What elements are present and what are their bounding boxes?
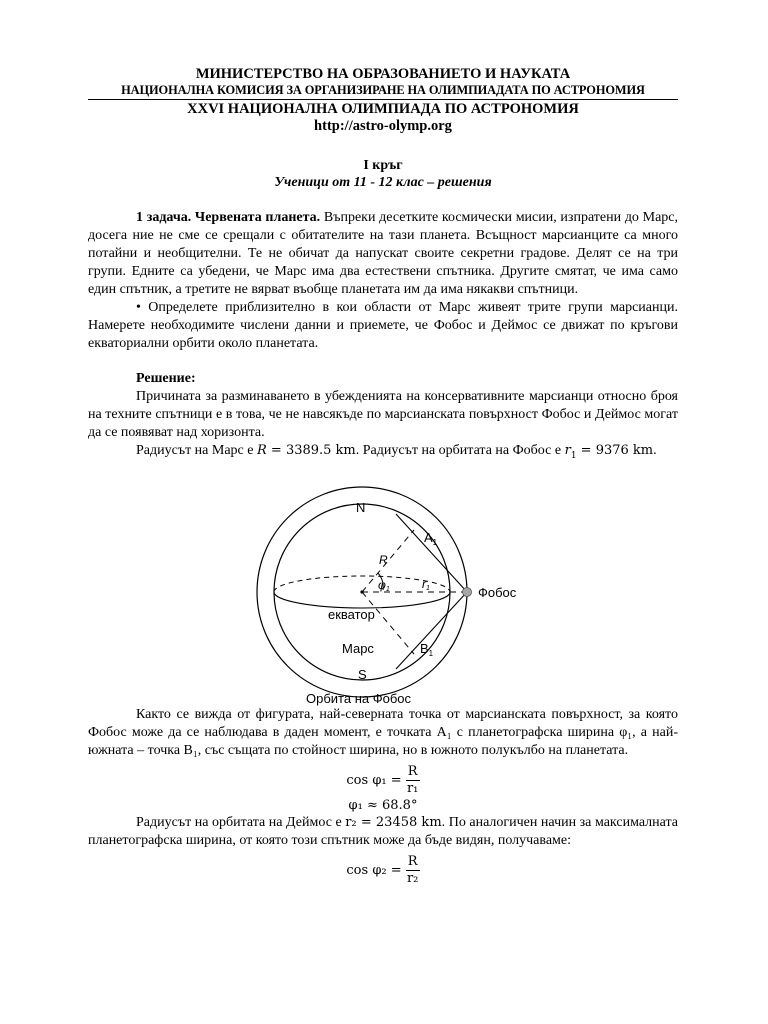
point-a-label (424, 530, 438, 547)
solution-heading (88, 370, 678, 388)
south-label: S (358, 667, 367, 682)
mars-label: Марс (342, 641, 374, 656)
point-a-subscript: 1 (432, 538, 438, 547)
phobos-dot (463, 588, 472, 597)
problem-text: Въпреки десетките космически мисии, изпратени до Марс, досега ние не сме се срещали с обитателите на тази планета. Всъщност марсианците са много потайни и необщителни. Те не обичат да напускат своите секретни градове. Делят се на три групи. Едните са убедени, че Марс има два естествени спътника. Другите смятат, че има само един спътник, а третите не вярват въобще планетата им да има някакви спътници. (88, 210, 679, 297)
point-b-subscript: 1 (428, 649, 434, 658)
olympiad-title: XXVI НАЦИОНАЛНА ОЛИМПИАДА ПО АСТРОНОМИЯ (187, 101, 579, 117)
orbit-caption: Орбита на Фобос (306, 691, 412, 706)
p2-end: . (653, 443, 657, 458)
deimos-radius: r₂ = 23458 km (345, 814, 442, 830)
problem-task (88, 299, 678, 353)
orbit-radius-label (422, 577, 430, 592)
problem-statement (88, 209, 678, 299)
mars-center-dot (360, 590, 363, 593)
equation-cos-phi1 (88, 764, 678, 797)
orbit-radius-subscript: 1 (426, 585, 430, 592)
solution-paragraph-3: Както се вижда от фигурата, най-северната точка от марсианската повърхност, за която Фобос може да се наблюдава в даден момент, е точката A₁ с планетографска ширина φ₁, а най-южната – точка B₁, със същата по стойност ширина, но в южното полукълбо на планетата. (88, 706, 678, 758)
phobos-radius-symbol: r (564, 443, 571, 458)
eq1-denominator: r₁ (406, 780, 419, 796)
eq3-fraction (406, 854, 420, 887)
phobos-radius-subscript: 1 (570, 450, 577, 461)
mars-radius-symbol: R (256, 443, 267, 458)
equator-front (274, 592, 450, 608)
mars-radius-value: = 3389.5 km (266, 443, 356, 458)
solution-paragraph-4 (88, 814, 678, 850)
phobos-radius-value: = 9376 km (576, 443, 654, 458)
north-label: N (356, 500, 366, 515)
round-title: I кръг (363, 158, 403, 173)
point-a-letter: A (424, 530, 433, 545)
eq1-fraction (406, 764, 420, 797)
p4-text-b: . По аналогичен начин за максималната планетографска ширина, от която този спътник може да бъде видян, получаваме: (88, 814, 679, 848)
equation-phi1-value: φ₁ ≈ 68.8° (348, 797, 418, 813)
solution-paragraph-1: Причината за разминаването в убежденията на консервативните марсианци относно броя на техните спътници е в това, че не навсякъде по марсианската повърхност Фобос и Деймос могат да се появяват над хоризонта. (88, 389, 678, 440)
angle-subscript: 1 (385, 586, 390, 593)
angle-letter: φ (378, 578, 386, 592)
p4-text-a: Радиусът на орбитата на Деймос е (136, 814, 346, 830)
olympiad-url[interactable]: http://astro-olymp.org (314, 118, 452, 134)
ministry-title: МИНИСТЕРСТВО НА ОБРАЗОВАНИЕТО И НАУКАТА (195, 66, 571, 82)
equator-label: екватор (328, 607, 375, 622)
header-divider (88, 99, 678, 100)
radius-line-a1 (362, 530, 414, 592)
angle-label (378, 578, 390, 593)
eq1-numerator: R (407, 763, 418, 779)
bullet-icon: • (136, 300, 141, 315)
p2-text-a: Радиусът на Марс е (136, 443, 257, 458)
point-b-letter: B (420, 641, 429, 656)
equation-cos-phi2 (88, 854, 678, 887)
eq3-numerator: R (407, 853, 418, 869)
eq3-lhs: cos φ₂ = (346, 862, 406, 878)
orbit-radius-letter: r (422, 577, 426, 591)
round-subtitle: Ученици от 11 - 12 клас – решения (274, 175, 492, 190)
p2-text-b: . Радиусът на орбитата на Фобос е (355, 443, 565, 458)
solution-paragraph-2 (88, 442, 678, 465)
solution-heading-text: Решение: (136, 371, 196, 386)
eq3-denominator: r₂ (406, 870, 419, 886)
phobos-orbit-figure (238, 476, 530, 712)
radius-label: R (379, 553, 388, 567)
task-text: Определете приблизително в кои области от Марс живеят трите групи марсианци. Намерете необходимите числени данни и приемете, че Фобос и Деймос се движат по кръгови екваториални орбити около планетата. (88, 300, 678, 351)
phobos-label: Фобос (478, 585, 517, 600)
tangent-line-north (396, 514, 467, 592)
commission-title: НАЦИОНАЛНА КОМИСИЯ ЗА ОРГАНИЗИРАНЕ НА ОЛИМПИАДАТА ПО АСТРОНОМИЯ (121, 83, 645, 97)
eq1-lhs: cos φ₁ = (346, 772, 406, 788)
point-b-label (420, 641, 434, 658)
problem-label: 1 задача. Червената планета. (136, 210, 321, 225)
